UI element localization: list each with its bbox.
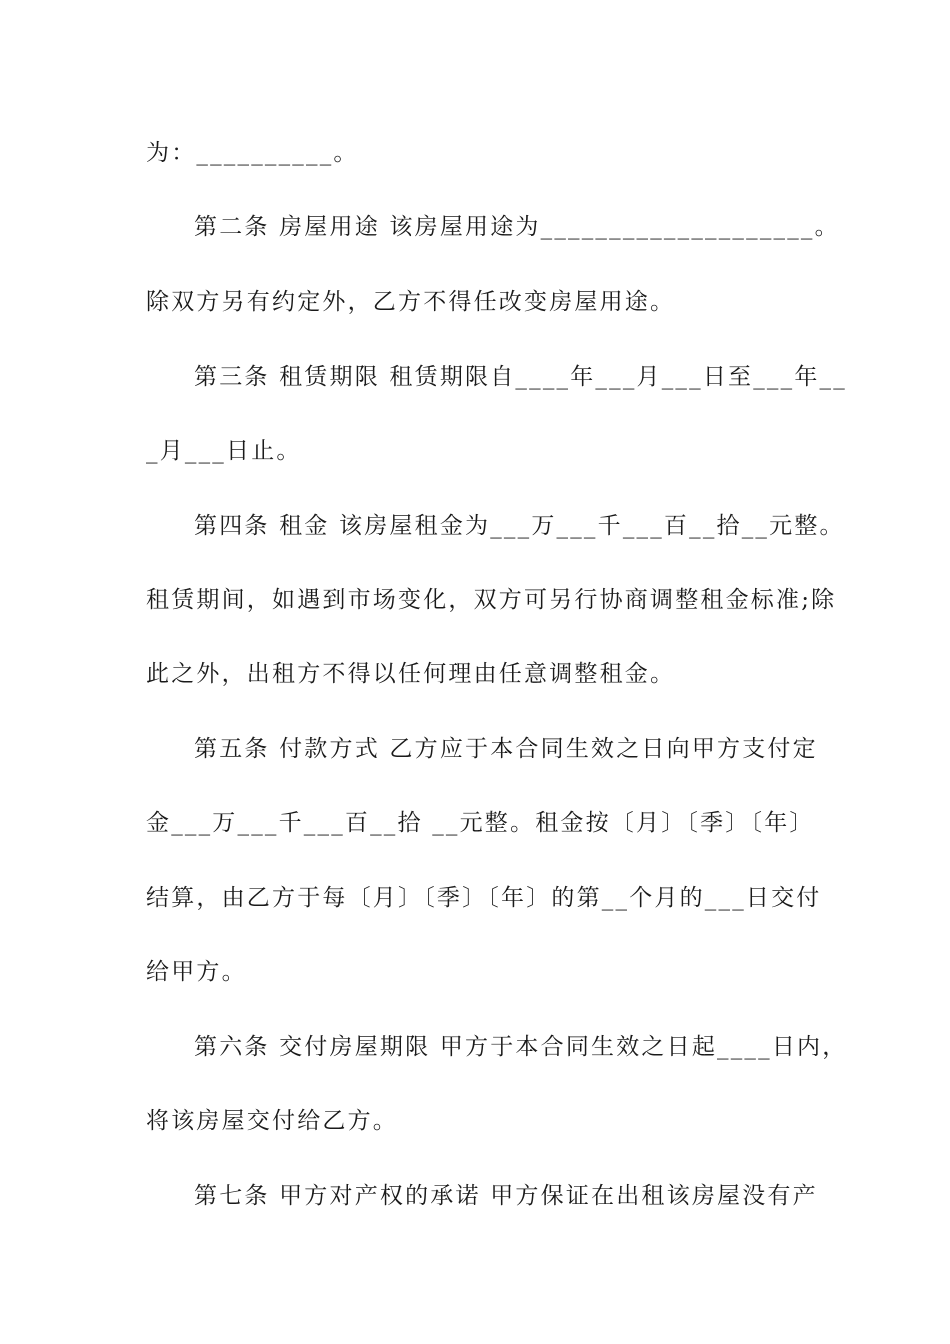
text-line: 除双方另有约定外，乙方不得任改变房屋用途。 bbox=[146, 289, 676, 315]
text-line: 将该房屋交付给乙方。 bbox=[146, 1108, 398, 1134]
text-line: 给甲方。 bbox=[146, 959, 247, 985]
article-2-use: 第二条 房屋用途 该房屋用途为____________________。 bbox=[194, 214, 840, 240]
article-6-delivery: 第六条 交付房屋期限 甲方于本合同生效之日起____日内， bbox=[194, 1034, 848, 1060]
text-line: 为：__________。 bbox=[146, 140, 359, 166]
article-4-rent: 第四条 租金 该房屋租金为___万___千___百__拾__元整。 bbox=[194, 513, 845, 539]
article-3-term: 第三条 租赁期限 租赁期限自____年___月___日至___年__ bbox=[194, 364, 847, 390]
text-line: _月___日止。 bbox=[146, 438, 302, 464]
text-line: 金___万___千___百__拾 __元整。租金按〔月〕〔季〕〔年〕 bbox=[146, 810, 815, 836]
text-line: 租赁期间，如遇到市场变化，双方可另行协商调整租金标准;除 bbox=[146, 587, 837, 613]
text-line: 结算，由乙方于每〔月〕〔季〕〔年〕的第__个月的___日交付 bbox=[146, 885, 822, 911]
article-5-payment: 第五条 付款方式 乙方应于本合同生效之日向甲方支付定 bbox=[194, 736, 818, 762]
article-7-ownership: 第七条 甲方对产权的承诺 甲方保证在出租该房屋没有产 bbox=[194, 1183, 818, 1209]
text-line: 此之外，出租方不得以任何理由任意调整租金。 bbox=[146, 661, 676, 687]
